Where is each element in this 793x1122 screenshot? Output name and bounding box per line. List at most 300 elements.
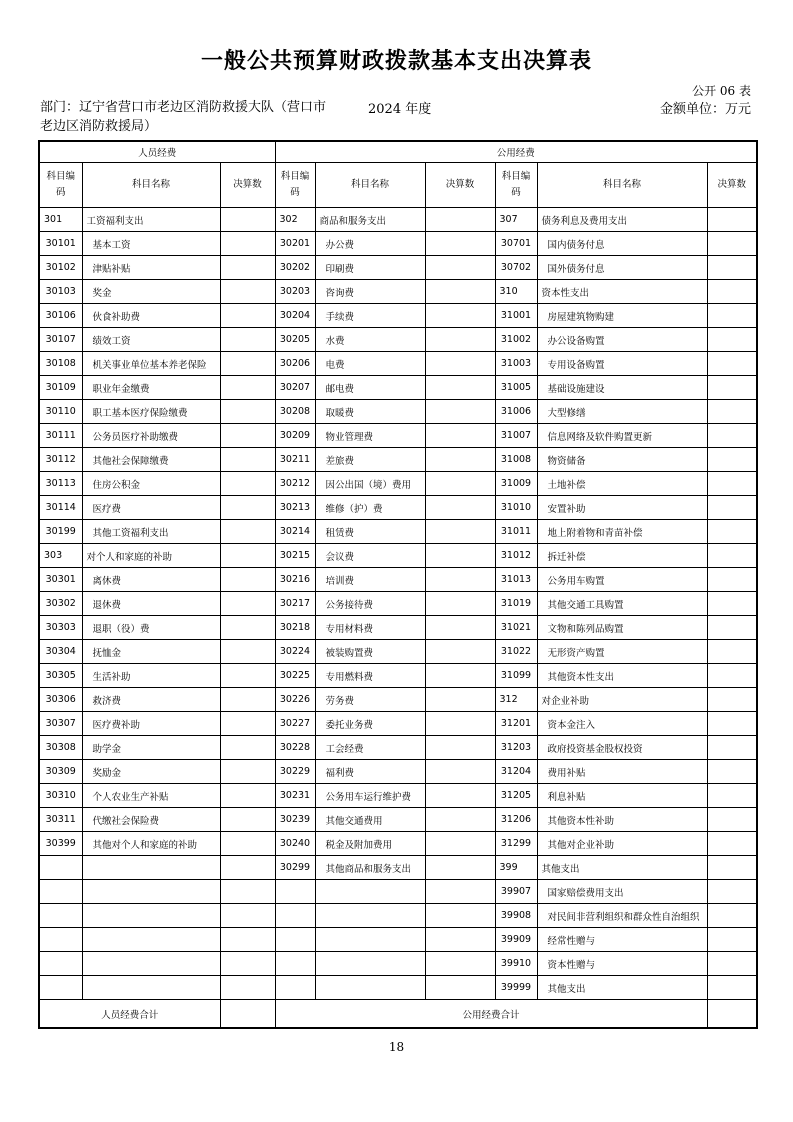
amount-cell [425,376,495,400]
subject-code: 31010 [495,496,537,520]
amount-cell [707,376,757,400]
subject-name: 其他支出 [537,976,707,1000]
amount-cell [707,760,757,784]
amount-cell [425,832,495,856]
subject-name: 对民间非营利组织和群众性自治组织 [537,904,707,928]
subject-name: 水费 [315,328,425,352]
subject-name [82,880,220,904]
form-code: 公开 06 表 [692,84,751,98]
amount-cell [220,544,275,568]
subject-name: 安置补助 [537,496,707,520]
subject-code: 30307 [39,712,82,736]
amount-cell [220,976,275,1000]
amount-cell [425,232,495,256]
subject-name: 国内债务付息 [537,232,707,256]
amount-cell [425,352,495,376]
subject-code: 307 [495,208,537,232]
subject-code: 30309 [39,760,82,784]
table-row [39,424,757,448]
subject-name: 债务利息及费用支出 [537,208,707,232]
table-row [39,256,757,280]
amount-cell [425,448,495,472]
amount-cell [220,328,275,352]
subject-name [315,952,425,976]
subject-code: 303 [39,544,82,568]
amount-cell [425,592,495,616]
subject-code: 312 [495,688,537,712]
subject-code: 31007 [495,424,537,448]
subject-name: 差旅费 [315,448,425,472]
subject-code [39,976,82,1000]
subject-name: 租赁费 [315,520,425,544]
amount-cell [707,640,757,664]
subject-name: 费用补贴 [537,760,707,784]
amount-cell [707,952,757,976]
subject-code: 30211 [275,448,315,472]
subject-code: 31205 [495,784,537,808]
subject-name [82,952,220,976]
subject-code: 30239 [275,808,315,832]
amount-cell [220,712,275,736]
subject-name: 对企业补助 [537,688,707,712]
subject-name: 个人农业生产补贴 [82,784,220,808]
amount-cell [220,928,275,952]
subject-code: 31008 [495,448,537,472]
total-personnel-label: 人员经费合计 [39,1000,220,1029]
amount-cell [707,832,757,856]
amount-cell [707,424,757,448]
amount-cell [220,400,275,424]
subject-name: 生活补助 [82,664,220,688]
subject-name: 拆迁补偿 [537,544,707,568]
amount-cell [220,496,275,520]
subject-code: 31011 [495,520,537,544]
amount-cell [425,928,495,952]
amount-cell [707,688,757,712]
table-row [39,616,757,640]
subject-code [39,904,82,928]
subject-code: 30207 [275,376,315,400]
subject-name: 伙食补助费 [82,304,220,328]
subject-code: 30218 [275,616,315,640]
subject-code [39,952,82,976]
subject-code: 31099 [495,664,537,688]
subject-code: 30205 [275,328,315,352]
subject-name: 委托业务费 [315,712,425,736]
amount-cell [707,616,757,640]
amount-cell [707,784,757,808]
subject-name: 津贴补贴 [82,256,220,280]
amount-cell [707,472,757,496]
amount-cell [707,592,757,616]
subject-name: 培训费 [315,568,425,592]
subject-code: 31003 [495,352,537,376]
group-personnel: 人员经费 [39,141,275,163]
table-row [39,496,757,520]
fiscal-year: 2024 年度 [368,102,432,117]
amount-cell [220,592,275,616]
amount-cell [707,904,757,928]
subject-name [315,928,425,952]
subject-code: 31201 [495,712,537,736]
amount-cell [425,688,495,712]
table-row [39,352,757,376]
amount-cell [707,976,757,1000]
subject-code: 30231 [275,784,315,808]
table-row [39,736,757,760]
amount-cell [425,520,495,544]
subject-code: 30101 [39,232,82,256]
subject-code: 30217 [275,592,315,616]
amount-cell [425,568,495,592]
amount-cell [220,376,275,400]
amount-cell [220,448,275,472]
amount-cell [707,232,757,256]
column-header-row [39,163,757,208]
subject-name: 其他交通费用 [315,808,425,832]
subject-name: 其他对个人和家庭的补助 [82,832,220,856]
amount-cell [220,232,275,256]
subject-code: 30215 [275,544,315,568]
subject-name: 公务接待费 [315,592,425,616]
amount-cell [220,688,275,712]
subject-name: 经常性赠与 [537,928,707,952]
subject-name: 其他工资福利支出 [82,520,220,544]
page-title: 一般公共预算财政拨款基本支出决算表 [200,49,592,74]
subject-code: 31299 [495,832,537,856]
subject-name: 其他资本性支出 [537,664,707,688]
subject-code: 30106 [39,304,82,328]
subject-code: 30310 [39,784,82,808]
subject-name: 房屋建筑物购建 [537,304,707,328]
amount-cell [707,256,757,280]
amount-cell [425,784,495,808]
subject-code: 30226 [275,688,315,712]
table-row [39,928,757,952]
subject-code: 31019 [495,592,537,616]
subject-code: 30305 [39,664,82,688]
subject-name: 专用设备购置 [537,352,707,376]
amount-cell [425,856,495,880]
col-amount-header: 决算数 [220,163,275,208]
subject-name: 其他对企业补助 [537,832,707,856]
subject-name: 政府投资基金股权投资 [537,736,707,760]
table-row [39,688,757,712]
amount-cell [220,808,275,832]
amount-cell [707,352,757,376]
table-row [39,784,757,808]
subject-name: 商品和服务支出 [315,208,425,232]
amount-cell [707,568,757,592]
subject-name: 其他支出 [537,856,707,880]
subject-name: 医疗费补助 [82,712,220,736]
subject-code: 30213 [275,496,315,520]
subject-code [39,880,82,904]
subject-name: 公务用车运行维护费 [315,784,425,808]
amount-cell [707,928,757,952]
subject-code [39,856,82,880]
subject-name: 工资福利支出 [82,208,220,232]
subject-name: 抚恤金 [82,640,220,664]
subject-name: 公务员医疗补助缴费 [82,424,220,448]
subject-name: 助学金 [82,736,220,760]
amount-cell [220,760,275,784]
amount-cell [220,952,275,976]
table-row [39,760,757,784]
subject-code: 39909 [495,928,537,952]
subject-code: 30224 [275,640,315,664]
amount-cell [707,544,757,568]
subject-code: 39999 [495,976,537,1000]
amount-cell [220,904,275,928]
subject-code: 30702 [495,256,537,280]
subject-name: 文物和陈列品购置 [537,616,707,640]
subject-code [39,928,82,952]
subject-code: 30306 [39,688,82,712]
subject-code: 30112 [39,448,82,472]
amount-cell [220,208,275,232]
amount-cell [425,808,495,832]
subject-name: 机关事业单位基本养老保险 [82,352,220,376]
subject-code: 30212 [275,472,315,496]
table-row [39,832,757,856]
subject-name: 基础设施建设 [537,376,707,400]
subject-name: 办公设备购置 [537,328,707,352]
table-row [39,712,757,736]
amount-cell [707,880,757,904]
subject-code: 30216 [275,568,315,592]
amount-cell [220,280,275,304]
amount-cell [220,640,275,664]
amount-cell [220,472,275,496]
total-row [39,1000,757,1029]
table-row [39,952,757,976]
amount-cell [707,400,757,424]
amount-cell [220,832,275,856]
amount-cell [707,664,757,688]
subject-code: 39908 [495,904,537,928]
total-public-label: 公用经费合计 [275,1000,707,1029]
amount-cell [425,424,495,448]
subject-name: 地上附着物和青苗补偿 [537,520,707,544]
subject-code: 39910 [495,952,537,976]
subject-name: 奖励金 [82,760,220,784]
amount-cell [220,256,275,280]
subject-name: 其他社会保障缴费 [82,448,220,472]
subject-name: 物业管理费 [315,424,425,448]
table-row [39,448,757,472]
subject-code: 30227 [275,712,315,736]
subject-name: 其他商品和服务支出 [315,856,425,880]
amount-cell [707,328,757,352]
amount-cell [220,352,275,376]
subject-name: 因公出国（境）费用 [315,472,425,496]
amount-cell [220,616,275,640]
subject-code: 31022 [495,640,537,664]
amount-cell [425,760,495,784]
subject-name: 住房公积金 [82,472,220,496]
subject-name: 手续费 [315,304,425,328]
table-row [39,328,757,352]
table-row [39,304,757,328]
table-row [39,232,757,256]
amount-cell [220,568,275,592]
subject-code: 30225 [275,664,315,688]
subject-name: 印刷费 [315,256,425,280]
amount-cell [425,736,495,760]
subject-name: 物资储备 [537,448,707,472]
subject-code: 30110 [39,400,82,424]
subject-code: 30399 [39,832,82,856]
expenditure-table [38,140,758,1029]
subject-code [275,928,315,952]
subject-code [275,904,315,928]
subject-name: 大型修缮 [537,400,707,424]
group-public: 公用经费 [275,141,757,163]
amount-cell [707,448,757,472]
subject-name: 对个人和家庭的补助 [82,544,220,568]
subject-code: 30102 [39,256,82,280]
subject-name: 公务用车购置 [537,568,707,592]
amount-cell [425,400,495,424]
subject-name: 取暖费 [315,400,425,424]
subject-name [82,976,220,1000]
subject-code [275,976,315,1000]
amount-cell [425,616,495,640]
amount-cell [220,880,275,904]
subject-name: 被装购置费 [315,640,425,664]
subject-code: 30201 [275,232,315,256]
subject-name: 资本性支出 [537,280,707,304]
amount-cell [707,712,757,736]
subject-code [275,880,315,904]
subject-name [82,856,220,880]
amount-cell [707,856,757,880]
subject-code: 30103 [39,280,82,304]
amount-cell [220,664,275,688]
subject-code: 30206 [275,352,315,376]
table-row [39,904,757,928]
table-row [39,400,757,424]
subject-name: 无形资产购置 [537,640,707,664]
col-code-header: 科目编码 [39,163,82,208]
table-row [39,976,757,1000]
subject-code: 30208 [275,400,315,424]
subject-code: 30240 [275,832,315,856]
subject-name: 咨询费 [315,280,425,304]
subject-code: 30202 [275,256,315,280]
subject-code: 30701 [495,232,537,256]
subject-name: 退职（役）费 [82,616,220,640]
amount-cell [425,880,495,904]
amount-cell [425,280,495,304]
subject-code: 30229 [275,760,315,784]
subject-code: 30111 [39,424,82,448]
amount-cell [220,424,275,448]
col-name-header: 科目名称 [315,163,425,208]
subject-name: 国家赔偿费用支出 [537,880,707,904]
subject-name: 救济费 [82,688,220,712]
total-personnel-value [220,1000,275,1029]
table-row [39,544,757,568]
subject-name [315,904,425,928]
subject-code: 31021 [495,616,537,640]
table-row [39,592,757,616]
subject-code: 31206 [495,808,537,832]
amount-cell [425,208,495,232]
subject-name: 办公费 [315,232,425,256]
amount-cell [425,712,495,736]
subject-name: 奖金 [82,280,220,304]
subject-name: 国外债务付息 [537,256,707,280]
subject-code: 31012 [495,544,537,568]
subject-code: 30199 [39,520,82,544]
subject-code: 30304 [39,640,82,664]
subject-code: 30308 [39,736,82,760]
subject-code: 31009 [495,472,537,496]
amount-cell [220,856,275,880]
amount-cell [707,520,757,544]
table-row [39,664,757,688]
amount-cell [425,976,495,1000]
subject-code: 30113 [39,472,82,496]
subject-code: 30203 [275,280,315,304]
amount-cell [425,304,495,328]
group-header-row [39,141,757,163]
amount-cell [425,640,495,664]
subject-code: 30299 [275,856,315,880]
subject-name: 退休费 [82,592,220,616]
subject-code: 39907 [495,880,537,904]
subject-name: 信息网络及软件购置更新 [537,424,707,448]
subject-name: 劳务费 [315,688,425,712]
amount-cell [220,520,275,544]
amount-cell [220,736,275,760]
subject-code: 30109 [39,376,82,400]
table-row [39,520,757,544]
amount-cell [707,496,757,520]
subject-name: 其他资本性补助 [537,808,707,832]
amount-cell [425,664,495,688]
subject-name: 离休费 [82,568,220,592]
subject-code: 30108 [39,352,82,376]
amount-cell [425,952,495,976]
subject-code: 301 [39,208,82,232]
subject-code: 31005 [495,376,537,400]
subject-code: 30301 [39,568,82,592]
table-row [39,376,757,400]
amount-cell [425,496,495,520]
subject-name [82,904,220,928]
subject-code: 302 [275,208,315,232]
amount-cell [220,784,275,808]
table-row [39,856,757,880]
subject-code: 31204 [495,760,537,784]
amount-cell [707,208,757,232]
amount-cell [425,472,495,496]
amount-cell [707,304,757,328]
subject-code: 30107 [39,328,82,352]
subject-code: 399 [495,856,537,880]
subject-code: 30114 [39,496,82,520]
subject-name [82,928,220,952]
col-amount-header: 决算数 [425,163,495,208]
table-row [39,472,757,496]
subject-name: 税金及附加费用 [315,832,425,856]
subject-code [275,952,315,976]
subject-name: 专用燃料费 [315,664,425,688]
subject-name: 维修（护）费 [315,496,425,520]
